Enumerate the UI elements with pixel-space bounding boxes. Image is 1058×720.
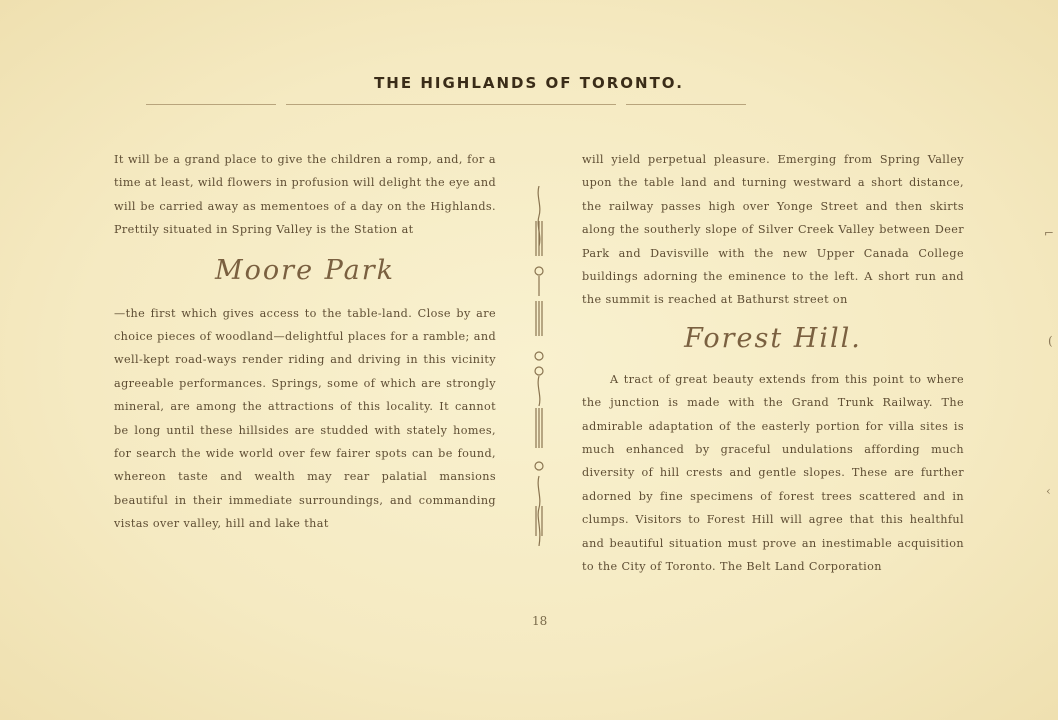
section-heading-moore-park: Moore Park <box>215 254 395 286</box>
page-number: 18 <box>532 614 548 628</box>
left-paragraph-2: —the first which gives access to the table-land. Close by are choice pieces of woodland—delightful places for a ramble; and well-kept road-ways render riding and driving in this vicinity agreeable performances. Springs, some of which are strongly mineral, are among the attractions of this locality. It cannot be long until these hillsides are studded with stately homes, for search the wide world over few fairer spots can be found, whereon taste and wealth may rear palatial mansions beautiful in their immediate surroundings, and commanding vistas over valley, hill and lake that <box>114 306 496 531</box>
left-paragraph-1: It will be a grand place to give the children a romp, and, for a time at least, wild flowers in profusion will delight the eye and will be carried away as mementoes of a day on the Highlands. Prettily situated in Spring Valley is the Station at <box>114 153 496 237</box>
section-heading-forest-hill: Forest Hill. <box>684 322 862 354</box>
right-paragraph-2: A tract of great beauty extends from this point to where the junction is made with the Grand Trunk Railway. The admirable adaptation of the easterly portion for villa sites is much enhanced by graceful undulations affording much diversity of hill crests and gentle slopes. These are further adorned by fine specimens of forest trees scattered and in clumps. Visitors to Forest Hill will agree that this healthful and beautiful situation must prove an inestimable acquisition to the City of Toronto. The Belt Land Corporation <box>582 372 964 574</box>
header-rule-left <box>146 104 276 105</box>
margin-mark: ( <box>1048 334 1053 348</box>
left-column <box>114 148 496 536</box>
header-rule-center <box>286 104 616 105</box>
right-paragraph-1: will yield perpetual pleasure. Emerging from Spring Valley upon the table land and turning westward a short distance, the railway passes high over Yonge Street and then skirts along the southerly slope of Silver Creek Valley between Deer Park and Davisville with the new Upper Canada College buildings adorning the eminence to the left. A short run and the summit is reached at Bathurst street on <box>582 153 964 307</box>
header-rule-right <box>626 104 746 105</box>
column-divider-ornament <box>528 186 550 546</box>
right-column <box>582 148 964 579</box>
running-header: THE HIGHLANDS OF TORONTO. <box>374 74 684 92</box>
margin-mark: ⌐ <box>1044 226 1055 240</box>
margin-mark: ‹ <box>1046 484 1051 498</box>
